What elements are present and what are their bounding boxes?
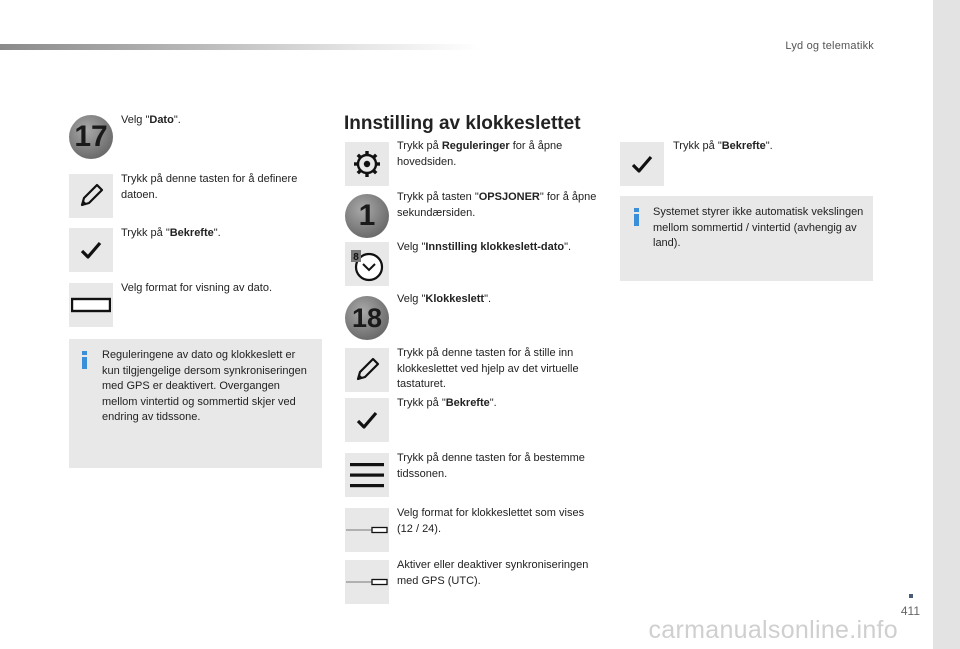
step-17-text: Velg "Dato".: [121, 114, 181, 126]
date-format-text: Velg format for visning av dato.: [121, 282, 273, 294]
menu-icon: [345, 453, 389, 497]
timezone-text: Trykk på denne tasten for å bestemme tidssonen.: [397, 452, 585, 480]
step-1-badge: 1: [345, 194, 389, 238]
datetime-text: Velg "Innstilling klokkeslett-dato".: [397, 241, 572, 253]
section-title: Lyd og telematikk: [785, 40, 874, 52]
clock-icon: [345, 242, 389, 286]
info-text-left: Reguleringene av dato og klokkeslett er kun tilgjengelige dersom synkroniseringen med GPS er deaktivert. Overgangen mellom vintertid og sommertid skjer ved endring av tidssone.: [102, 349, 307, 423]
info-box-left: [69, 339, 322, 468]
page-number: 411: [900, 604, 920, 618]
info-icon-2: [634, 208, 640, 226]
side-strip: [933, 0, 960, 649]
date-format-field-icon: [69, 283, 113, 327]
step-17-badge: 17: [69, 115, 113, 159]
gps-text: Aktiver eller deaktiver synkroniseringen med GPS (UTC).: [397, 559, 589, 587]
step-18-badge: 18: [345, 296, 389, 340]
gear-icon: [345, 142, 389, 186]
options-text: Trykk på tasten "OPSJONER" for å åpne sekundærsiden.: [397, 191, 597, 219]
info-box-right: [620, 196, 873, 281]
keyboard-text: Trykk på denne tasten for å stille inn klokkeslettet ved hjelp av det virtuelle tastaturet.: [397, 347, 579, 390]
confirm-text-middle: Trykk på "Bekrefte".: [397, 397, 497, 409]
confirm-text-right: Trykk på "Bekrefte".: [673, 140, 773, 152]
toggle-switch-icon: [345, 508, 389, 552]
info-text-right: Systemet styrer ikke automatisk vekslingen mellom sommertid / vintertid (avhengig av land).: [653, 206, 864, 249]
checkmark-icon-3: [620, 142, 664, 186]
info-icon: [82, 351, 88, 369]
time-text: Velg "Klokkeslett".: [397, 293, 492, 305]
define-date-text: Trykk på denne tasten for å definere datoen.: [121, 173, 298, 201]
clock-badge-number: 8: [353, 252, 359, 263]
checkmark-icon-2: [345, 398, 389, 442]
settings-text: Trykk på Reguleringer for å åpne hovedsiden.: [397, 140, 563, 168]
pencil-icon-2: [345, 348, 389, 392]
page-title: Innstilling av klokkeslettet: [344, 113, 581, 134]
checkmark-icon: [69, 228, 113, 272]
time-format-text: Velg format for klokkeslettet som vises (12 / 24).: [397, 507, 585, 535]
confirm-text-left: Trykk på "Bekrefte".: [121, 227, 221, 239]
watermark: carmanualsonline.info: [648, 616, 898, 644]
header-gradient-bar: [0, 44, 480, 50]
toggle-switch-icon-2: [345, 560, 389, 604]
page-marker: [909, 594, 913, 598]
pencil-icon: [69, 174, 113, 218]
